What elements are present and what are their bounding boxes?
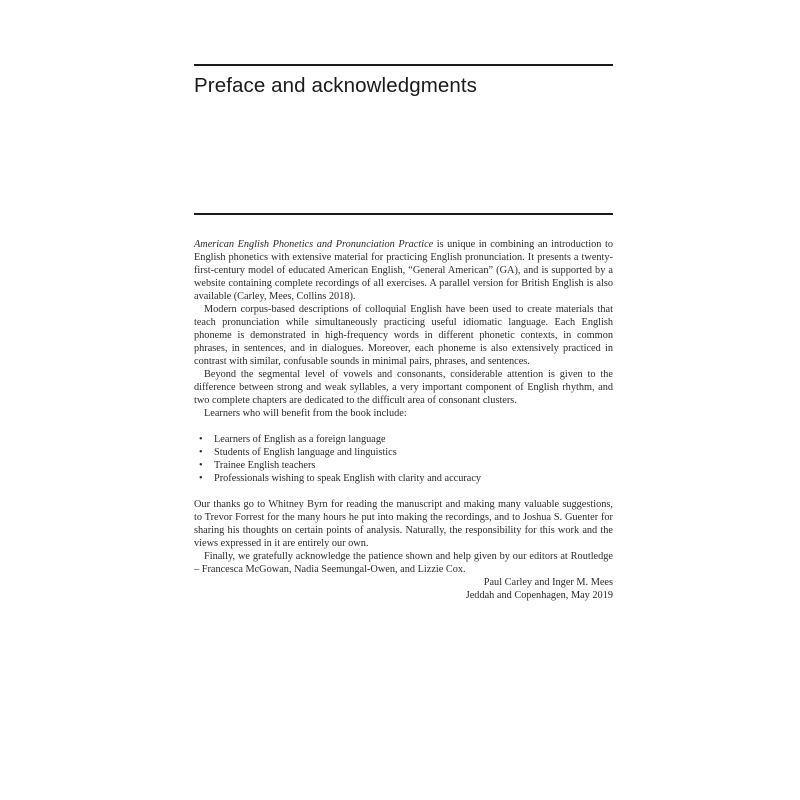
list-item [194,433,613,446]
list-item-label: Students of English language and linguistics [214,447,397,458]
list-item-label: Professionals wishing to speak English with clarity and accuracy [214,473,482,484]
bullet-icon: • [199,447,203,458]
page-title: Preface and acknowledgments [194,74,478,97]
title-divider-rule [194,213,613,215]
bullet-icon: • [199,460,203,471]
list-item-label: Learners of English as a foreign language [214,434,386,445]
bullet-icon: • [199,473,203,484]
bullet-icon: • [199,434,203,445]
intro-paragraph-4: Learners who will benefit from the book include: [204,408,407,419]
intro-paragraph-1 [194,238,613,303]
list-item [194,446,613,459]
signature-place-date: Jeddah and Copenhagen, May 2019 [465,590,613,601]
list-item [194,472,613,485]
book-title: American English Phonetics and Pronunciation Practice [194,239,434,250]
thanks-paragraph-2: Finally, we gratefully acknowledge the patience shown and help given by our editors at Routledge – Francesca McGowan, Nadia Seemungal-Owen, and Lizzie Cox. [194,551,613,575]
preface-body [194,238,613,602]
thanks-paragraph-1: Our thanks go to Whitney Byrn for reading the manuscript and making many valuable suggestions, to Trevor Forrest for the many hours he put into making the recordings, and to Joshua S. Guenter for sharing his thoughts on certain points of analysis. Naturally, the responsibility for this work and the views expressed in it are entirely our own. [194,499,613,549]
top-rule [194,64,613,66]
intro-paragraph-3: Beyond the segmental level of vowels and consonants, considerable attention is given to the difference between strong and weak syllables, a very important component of English rhythm, and two complete chapters are dedicated to the difficult area of consonant clusters. [194,369,613,406]
intro-paragraph-2: Modern corpus-based descriptions of colloquial English have been used to create materials that teach pronunciation while simultaneously practicing useful idiomatic language. Each English phoneme is demonstrated in high-frequency words in different phonetic contexts, in common phrases, in sentences, and in dialogues. Moreover, each phoneme is also extensively practiced in contrast with similar, confusable sounds in minimal pairs, phrases, and sentences. [194,304,613,367]
list-item [194,459,613,472]
intro-paragraph-1-text: is unique in combining an introduction to English phonetics with extensive material for practicing English pronunciation. It presents a twenty-first-century model of educated American English, “General American” (GA), and is supported by a website containing complete recordings of all exercises. A parallel version for British English is also available (Carley, Mees, Collins 2018). [194,239,613,302]
audience-list [194,433,613,485]
list-item-label: Trainee English teachers [214,460,316,471]
signature-authors: Paul Carley and Inger M. Mees [483,577,613,588]
